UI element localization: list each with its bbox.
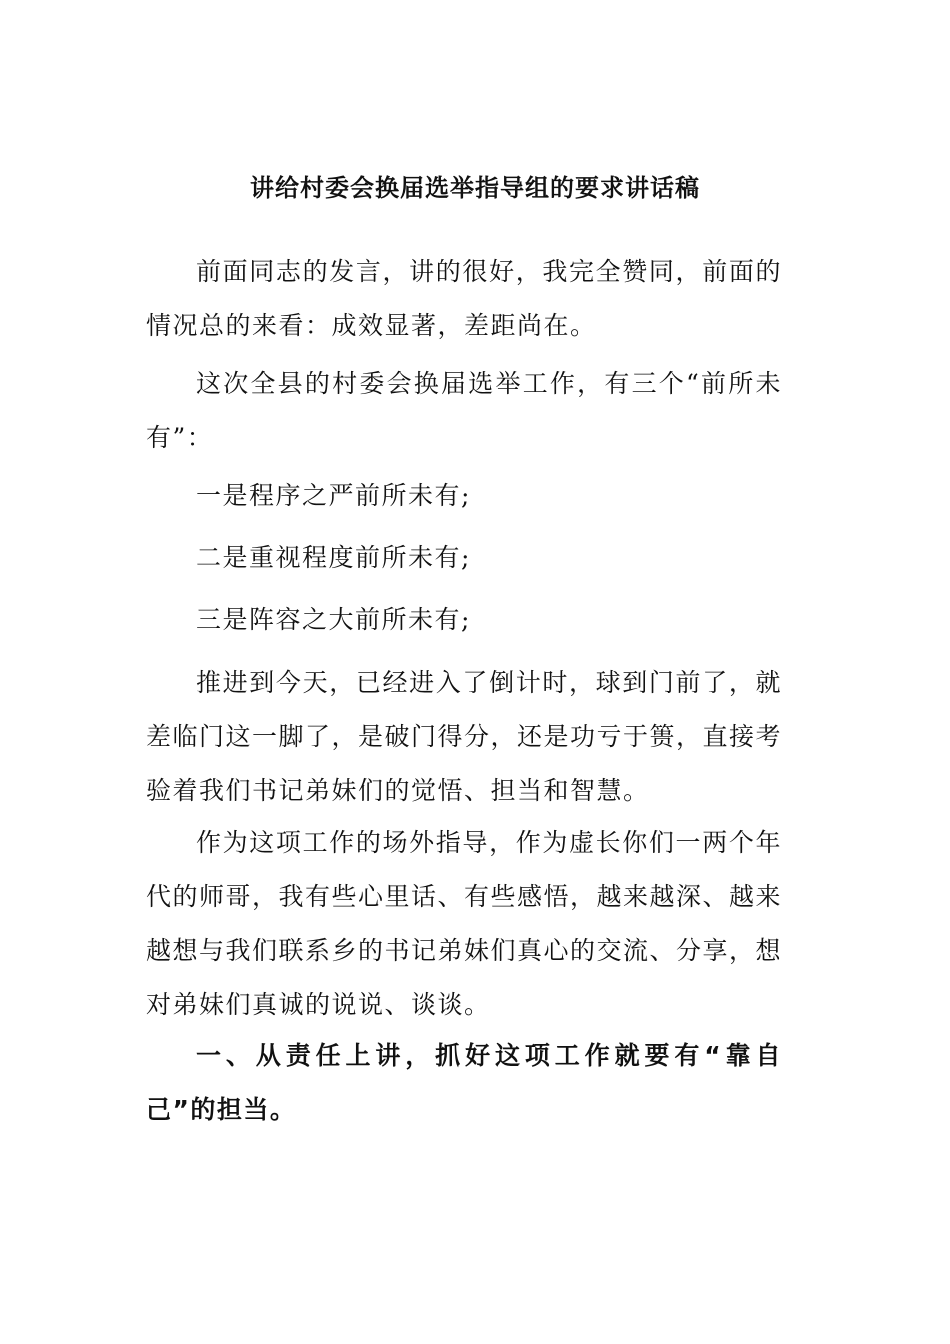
paragraph-item-two: 二是重视程度前所未有; <box>196 543 471 572</box>
paragraph-countdown: 推进到今天，已经进入了倒计时，球到门前了，就差临门这一脚了，是破门得分，还是功亏于篑，直接考验着我们书记弟妹们的觉悟、担当和智慧。 <box>146 668 783 805</box>
paragraph-item-one: 一是程序之严前所未有; <box>196 481 471 510</box>
paragraph-three-firsts: 这次全县的村委会换届选举工作，有三个“前所未有”： <box>146 369 782 452</box>
paragraph-intro: 前面同志的发言，讲的很好，我完全赞同，前面的情况总的来看：成效显著，差距尚在。 <box>146 257 782 340</box>
paragraph-guidance: 作为这项工作的场外指导，作为虚长你们一两个年代的师哥，我有些心里话、有些感悟，越来越深、越来越想与我们联系乡的书记弟妹们真心的交流、分享，想对弟妹们真诚的说说、谈谈。 <box>146 828 783 1019</box>
section-heading-one: 一、从责任上讲，抓好这项工作就要有“靠自己”的担当。 <box>146 1041 782 1124</box>
paragraph-item-three: 三是阵容之大前所未有; <box>196 605 471 634</box>
document-title: 讲给村委会换届选举指导组的要求讲话稿 <box>250 174 700 202</box>
